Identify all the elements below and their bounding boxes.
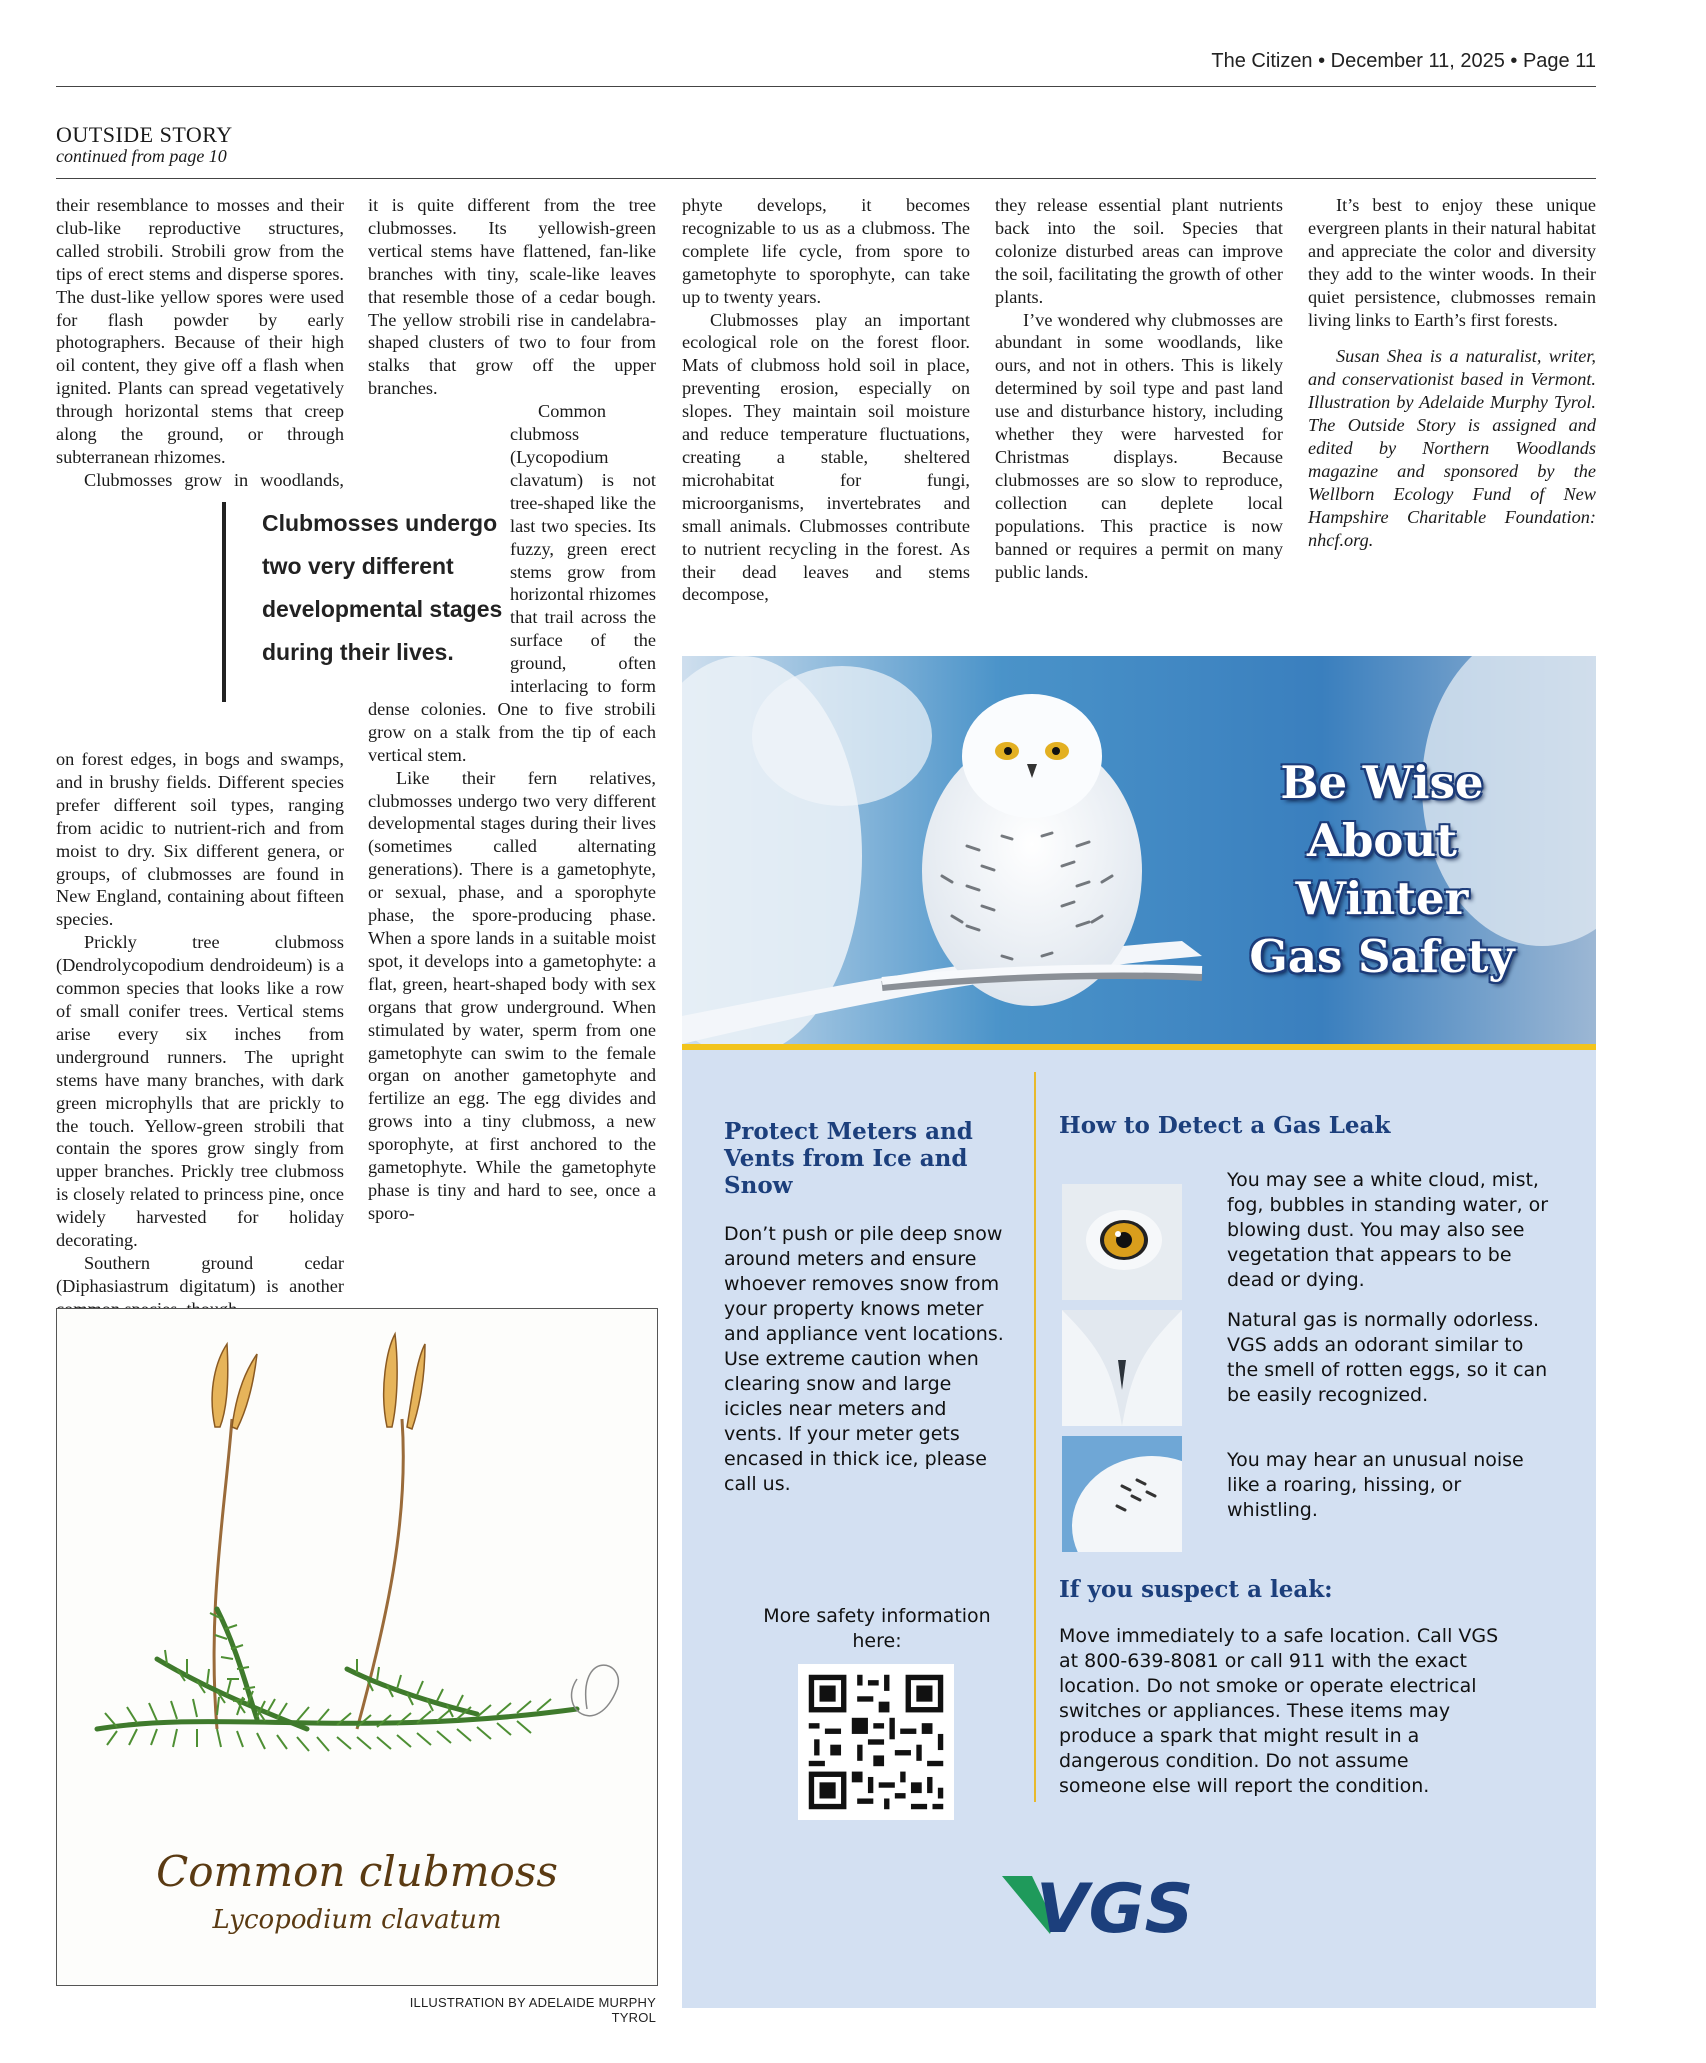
owl-eye-icon	[1062, 1184, 1182, 1300]
header-rule	[56, 86, 1596, 87]
paragraph: Southern ground cedar (Diphasiastrum digitatum) is another	[56, 1252, 344, 1296]
article-column-1	[56, 194, 344, 1321]
section-rule	[56, 178, 1596, 179]
vgs-logo	[1002, 1864, 1202, 1944]
detect-sight: You may see a white cloud, mist, fog, bubbles in standing water, or blowing dust. You may also see vegetation that appears to be dead or dying.	[1227, 1169, 1549, 1291]
qr-code[interactable]	[798, 1664, 954, 1820]
suspect-heading: If you suspect a leak:	[1059, 1576, 1333, 1603]
paragraph: phyte develops, it becomes recognizable to us as a clubmoss. The complete life cycle, from spore to gametophyte to sporophyte, can take up to twenty years.	[682, 195, 970, 307]
headline-line: Be Wise	[1280, 756, 1484, 809]
owl-feathers-icon	[1062, 1436, 1182, 1552]
owl-beak-photo	[1062, 1310, 1182, 1426]
detect-sound: You may hear an unusual noise like a roaring, hissing, or whistling.	[1227, 1449, 1524, 1521]
section-title: OUTSIDE STORY	[56, 122, 233, 147]
paragraph: they release essential plant nutrients back into the soil. Species that colonize disturbed areas can improve the soil, facilitating the growth of other plants.	[995, 195, 1283, 307]
pull-quote: Clubmosses undergo two very different developmental stages during their lives.	[222, 502, 532, 702]
paragraph: their resemblance to mosses and their club-like reproductive structures, called strobili. Strobili grow from the tips of erect stems and disperse spores. The dust-like yellow spores were used for flash powder by early photographers. Because of their high oil content, they give off a flash when ignited. Plants can spread vegetatively through horizontal stems that creep along the ground, or through subterranean rhizomes.	[56, 195, 344, 467]
article-column-5	[1308, 194, 1596, 552]
headline-line: Winter	[1295, 872, 1469, 925]
paragraph: it is quite different from the tree clubmosses. Its yellowish-green vertical stems have flattened, fan-like branches with tiny, scale-like leaves that resemble those of a cedar bough. The yellow strobili rise in candelabra-shaped clusters of two to four from stalks that grow off the upper branches.	[368, 195, 656, 399]
detect-smell: Natural gas is normally odorless. VGS adds an odorant similar to the smell of rotten eggs, so it can be easily recognized.	[1227, 1309, 1548, 1406]
detect-heading: How to Detect a Gas Leak	[1059, 1112, 1391, 1139]
more-info-text: More safety information here:	[763, 1605, 991, 1652]
article-column-2	[368, 194, 656, 1225]
article-column-3	[682, 194, 970, 606]
page-folio: The Citizen • December 11, 2025 • Page 11	[1211, 50, 1596, 72]
author-byline: Susan Shea is a naturalist, writer, and conservationist based in Vermont. Illustration by Adelaide Murphy Tyrol. The Outside Story is assigned and edited by Northern Woodlands magazine and sponsored by the Wellborn Ecology Fund of New Hampshire Charitable Foundation: nhcf.org.	[1308, 346, 1596, 550]
vgs-logo-text: VGS	[1036, 1870, 1194, 1944]
paragraph: Clubmosses grow in woodlands, on forest edges, in bogs and swamps, and in brushy fields. Different species prefer different soil types, ranging from acidic to nutrient-rich and from moist to dry. Six different genera, or groups, of clubmosses are found in New England, containing about fifteen species.	[56, 469, 344, 930]
headline-line: About	[1307, 814, 1457, 867]
owl-feathers-photo	[1062, 1436, 1182, 1552]
paragraph: It’s best to enjoy these unique evergreen plants in their natural habitat and appreciate the color and diversity they add to the winter woods. In their quiet persistence, clubmosses remain living links to Earth’s first forests.	[1308, 195, 1596, 330]
ad-headline	[1202, 754, 1562, 986]
paragraph: Like their fern relatives, clubmosses undergo two very different developmental stages during their lives (sometimes called alternating generations). There is a gametophyte, or sexual, phase, and a sporophyte phase, the spore-producing phase. When a spore lands in a suitable moist spot, it develops into a gametophyte: a flat, green, heart-shaped body with sex organs that grow underground. When stimulated by water, sperm from one gametophyte can swim to the female organ on another gametophyte and fertilize an egg. The egg divides and grows into a tiny clubmoss, a new sporophyte, at first anchored to the gametophyte. While the gametophyte phase is tiny and hard to see, once a sporo-	[368, 767, 656, 1223]
clubmoss-illustration	[56, 1308, 658, 1986]
suspect-text: Move immediately to a safe location. Call VGS at 800-639-8081 or call 911 with the exact location. Do not smoke or operate electrical switches or appliances. These items may produce a spark that might result in a dangerous condition. Do not assume someone else will report the condition.	[1059, 1625, 1499, 1797]
clubmoss-drawing	[57, 1309, 657, 1829]
protect-text: Don’t push or pile deep snow around meters and ensure whoever removes snow from your property knows meter and appliance vent locations. Use extreme caution when clearing snow and large icicles near meters and vents. If your meter gets encased in thick ice, please call us.	[724, 1223, 1004, 1495]
owl-eye-photo	[1062, 1184, 1182, 1300]
illustration-credit: ILLUSTRATION BY ADELAIDE MURPHY TYROL	[409, 1995, 656, 2025]
protect-heading: Protect Meters and Vents from Ice and Snow	[724, 1118, 973, 1199]
vgs-logo-mark	[1002, 1864, 1202, 1944]
paragraph: Common clubmoss (Lycopodium clavatum) is not tree-shaped like the last two species. Its fuzzy, green erect stems grow from horizontal rhizomes that trail across the surface of the ground, often interlacing to form dense colonies. One to five strobili grow on a stalk from the tip of each vertical stem.	[368, 401, 656, 765]
paragraph: Clubmosses play an important ecological role on the forest floor. Mats of clubmoss hold soil in place, preventing erosion, especially on slopes. They maintain soil moisture and reduce temperature fluctuations, creating a stable, sheltered microhabitat for fungi, microorganisms, invertebrates and small animals. Clubmosses contribute to nutrient recycling in the forest. As their dead leaves and stems decompose,	[682, 309, 970, 605]
illustration-subtitle: Lycopodium clavatum	[212, 1905, 502, 1935]
ad-accent-bar	[682, 1044, 1596, 1050]
owl-beak-icon	[1062, 1310, 1182, 1426]
paragraph: I’ve wondered why clubmosses are abundant in some woodlands, like ours, and not in others. This is likely determined by soil type and past land use and disturbance history, including whether they were harvested for Christmas displays. Because clubmosses are so slow to reproduce, collection can deplete local populations. This practice is now banned or requires a permit on many public lands.	[995, 309, 1283, 582]
vgs-gas-safety-ad	[682, 656, 1596, 2008]
article-column-4	[995, 194, 1283, 583]
continued-note: continued from page 10	[56, 146, 227, 166]
paragraph: Prickly tree clubmoss (Dendrolycopodium dendroideum) is a common species that looks like a row of small conifer trees. Vertical stems arise every six inches from underground runners. The upright stems have many branches, with dark green microphylls that are prickly to the touch. Yellow-green strobili that contain the spores grow singly from upper branches. Prickly tree clubmoss is closely related to princess pine, once widely harvested for holiday decorating.	[56, 932, 344, 1251]
illustration-title: Common clubmoss	[156, 1847, 558, 1896]
headline-line: Gas Safety	[1249, 930, 1515, 983]
ad-column-divider	[1034, 1072, 1036, 1802]
